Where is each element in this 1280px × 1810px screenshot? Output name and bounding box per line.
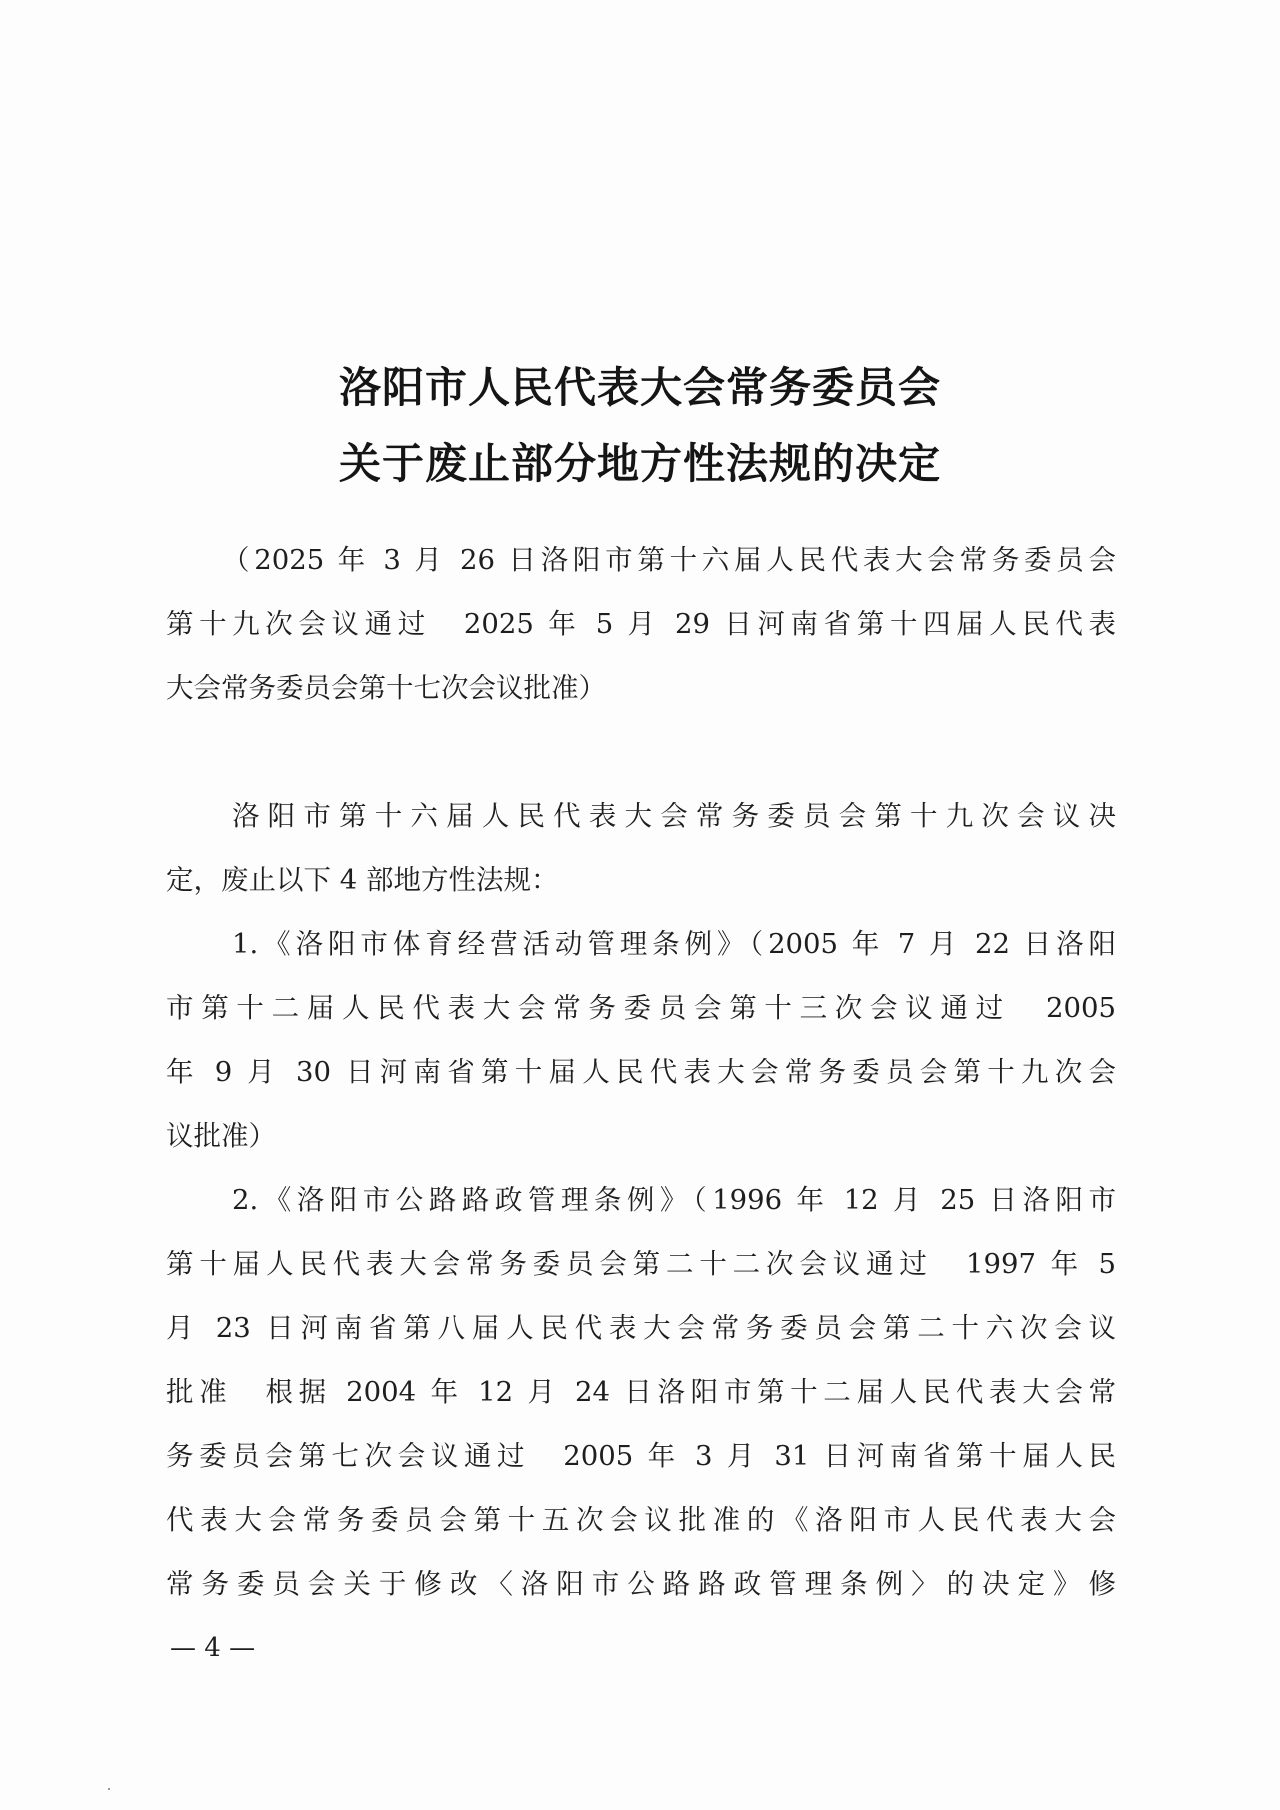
item2-line-1: 2.《洛阳市公路路政管理条例》（1996 年 12 月 25 日洛阳市 xyxy=(232,1184,1116,1216)
title-line-1: 洛阳市人民代表大会常务委员会 xyxy=(338,363,941,412)
item2-line-7: 常务委员会关于修改〈洛阳市公路路政管理条例〉的决定》修 xyxy=(166,1568,1116,1600)
intro-line-2: 定，废止以下 4 部地方性法规： xyxy=(166,864,559,896)
title-line-2: 关于废止部分地方性法规的决定 xyxy=(338,439,941,488)
item2-line-2: 第十届人民代表大会常务委员会第二十二次会议通过 1997 年 5 xyxy=(166,1248,1116,1280)
intro-line-1: 洛阳市第十六届人民代表大会常务委员会第十九次会议决 xyxy=(232,800,1116,832)
item1-line-1: 1.《洛阳市体育经营活动管理条例》（2005 年 7 月 22 日洛阳 xyxy=(232,928,1116,960)
item1-line-2: 市第十二届人民代表大会常务委员会第十三次会议通过 2005 xyxy=(166,992,1116,1024)
item1-line-4: 议批准） xyxy=(166,1120,276,1152)
scan-speck xyxy=(108,1788,110,1790)
item2-line-4: 批准 根据 2004 年 12 月 24 日洛阳市第十二届人民代表大会常 xyxy=(166,1376,1116,1408)
note-line-2: 第十九次会议通过 2025 年 5 月 29 日河南省第十四届人民代表 xyxy=(166,608,1116,640)
item2-line-5: 务委员会第七次会议通过 2005 年 3 月 31 日河南省第十届人民 xyxy=(166,1440,1116,1472)
item1-line-3: 年 9 月 30 日河南省第十届人民代表大会常务委员会第十九次会 xyxy=(166,1056,1116,1088)
page-number: — 4 — xyxy=(170,1633,256,1663)
note-line-1: （2025 年 3 月 26 日洛阳市第十六届人民代表大会常务委员会 xyxy=(222,544,1116,576)
item2-line-3: 月 23 日河南省第八届人民代表大会常务委员会第二十六次会议 xyxy=(166,1312,1116,1344)
item2-line-6: 代表大会常务委员会第十五次会议批准的《洛阳市人民代表大会 xyxy=(166,1504,1116,1536)
note-line-3: 大会常务委员会第十七次会议批准） xyxy=(166,672,606,704)
